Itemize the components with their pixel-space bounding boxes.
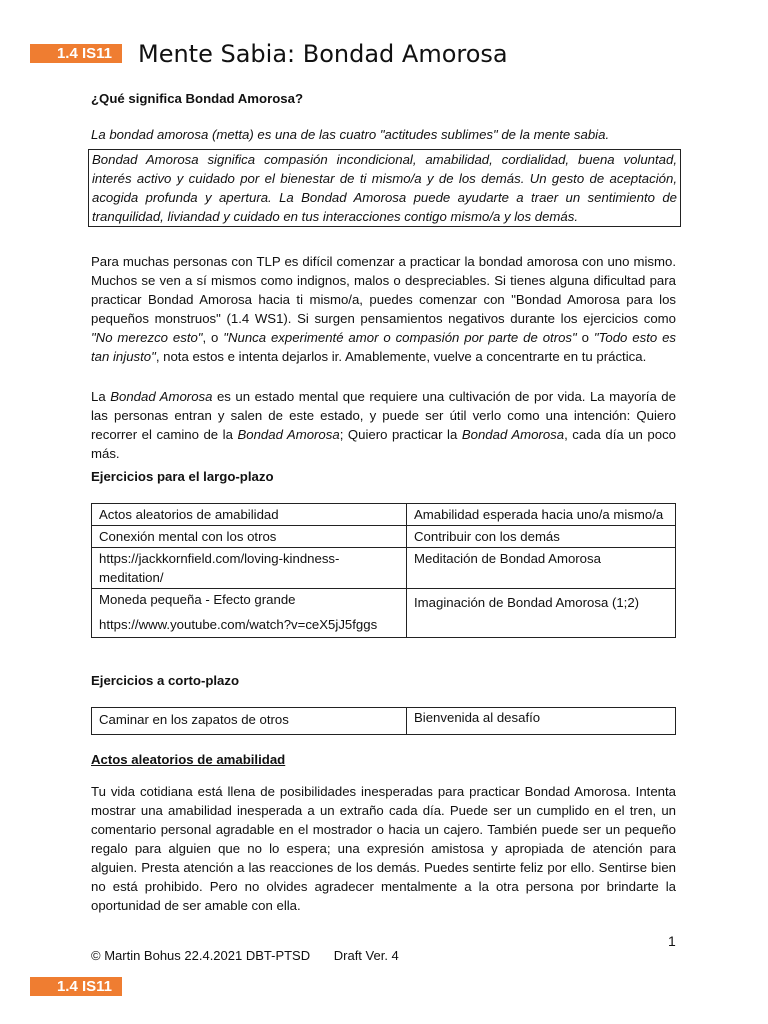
definition-box: Bondad Amorosa significa compasión incondicional, amabilidad, cordialidad, buena voluntad, interés activo y cuidado por el bienestar de ti mismo/a y de los demás. Un gesto de aceptación, acogida profunda y apertura. La Bondad Amorosa puede ayudarte a traer un sentimiento de tranquilidad, liviandad y cuidado en tus interacciones contigo mismo/a y los demás.: [88, 149, 681, 227]
random-acts-heading: Actos aleatorios de amabilidad: [91, 752, 286, 767]
table-cell: Contribuir con los demás: [407, 526, 676, 548]
exercise-name: Moneda pequeña - Efecto grande: [99, 592, 296, 607]
table-cell: Conexión mental con los otros: [92, 526, 407, 548]
definition-section: [91, 89, 676, 227]
text: o: [576, 330, 594, 345]
intro-text: La bondad amorosa (metta) es una de las cuatro "actitudes sublimes" de la mente sabia.: [91, 127, 610, 142]
text: La: [91, 389, 111, 404]
table-cell: Actos aleatorios de amabilidad: [92, 504, 407, 526]
section-badge: 1.4 IS11: [30, 44, 122, 63]
table-cell: Bienvenida al desafío: [407, 708, 676, 735]
table-cell: Amabilidad esperada hacia uno/a mismo/a: [407, 504, 676, 526]
quote: "Todo esto es tan injusto": [91, 330, 677, 364]
page-title: Mente Sabia: Bondad Amorosa: [138, 40, 508, 68]
text: es un estado mental que requiere una cultivación de por vida. La mayoría de las personas entran y salen de este estado, y puede ser útil verlo como una intención: Quiero recorrer el camino de la: [91, 389, 676, 442]
paragraph-cultivation: [91, 387, 676, 463]
table-cell: Imaginación de Bondad Amorosa (1;2): [407, 589, 676, 638]
text: ; Quiero practicar la: [339, 427, 462, 442]
page-number: 1: [668, 933, 676, 949]
emphasis: Bondad Amorosa: [461, 427, 565, 442]
quote: "No merezco esto": [91, 330, 203, 345]
text: , o: [202, 330, 224, 345]
table-row: [92, 589, 676, 638]
table-row: [92, 526, 676, 548]
section-heading: ¿Qué significa Bondad Amorosa?: [91, 91, 303, 106]
text: , cada día un poco más.: [91, 427, 676, 461]
table-row: [92, 548, 676, 589]
table-cell: Caminar en los zapatos de otros: [92, 708, 407, 735]
copyright: © Martin Bohus 22.4.2021 DBT-PTSD: [91, 948, 311, 963]
long-term-heading: Ejercicios para el largo-plazo: [91, 469, 274, 484]
quote: "Nunca experimenté amor o compasión por parte de otros": [223, 330, 577, 345]
youtube-link[interactable]: https://www.youtube.com/watch?v=ceX5jJ5fggs: [99, 617, 378, 632]
short-term-table: [91, 707, 676, 735]
table-cell: Meditación de Bondad Amorosa: [407, 548, 676, 589]
footer-badge: 1.4 IS11: [30, 977, 122, 996]
table-row: [92, 504, 676, 526]
random-acts-body: Tu vida cotidiana está llena de posibilidades inesperadas para practicar Bondad Amorosa. Intenta mostrar una amabilidad inesperada a un extraño cada día. Puede ser un cumplido en el tren, un comentario personal agradable en el mostrador o hacia un cajero. También puede ser un pequeño regalo para alguien que no lo espera; una expresión amistosa y apropiada de atención para alguien. Presta atención a las reacciones de los demás. Puedes sentirte feliz por ello. Sentirse bien no está prohibido. Pero no olvides agradecer mentalmente a la otra persona por brindarte la oportunidad de ser amable con ella.: [91, 784, 676, 913]
text: Para muchas personas con TLP es difícil comenzar a practicar la bondad amorosa con uno mismo. Muchos se ven a sí mismos como indignos, malos o despreciables. Si tienes alguna dificultad para practicar Bondad Amorosa hacia ti mismo/a, puedes comenzar con "Bondad Amorosa para los pequeños monstruos" (1.4 WS1). Si surgen pensamientos negativos durante los ejercicios como: [91, 254, 676, 326]
link-cell[interactable]: https://jackkornfield.com/loving-kindness-meditation/: [92, 548, 407, 589]
emphasis: Bondad Amorosa: [237, 427, 340, 442]
paragraph-tlp: [91, 252, 676, 366]
emphasis: Bondad Amorosa: [110, 389, 213, 404]
table-cell: [92, 589, 407, 638]
long-term-table: [91, 503, 676, 638]
short-term-heading: Ejercicios a corto-plazo: [91, 673, 240, 688]
footer: [91, 948, 399, 963]
draft-version: Draft Ver. 4: [333, 948, 399, 963]
table-row: [92, 708, 676, 735]
text: , nota estos e intenta dejarlos ir. Amablemente, vuelve a concentrarte en tu práctica.: [155, 349, 647, 364]
